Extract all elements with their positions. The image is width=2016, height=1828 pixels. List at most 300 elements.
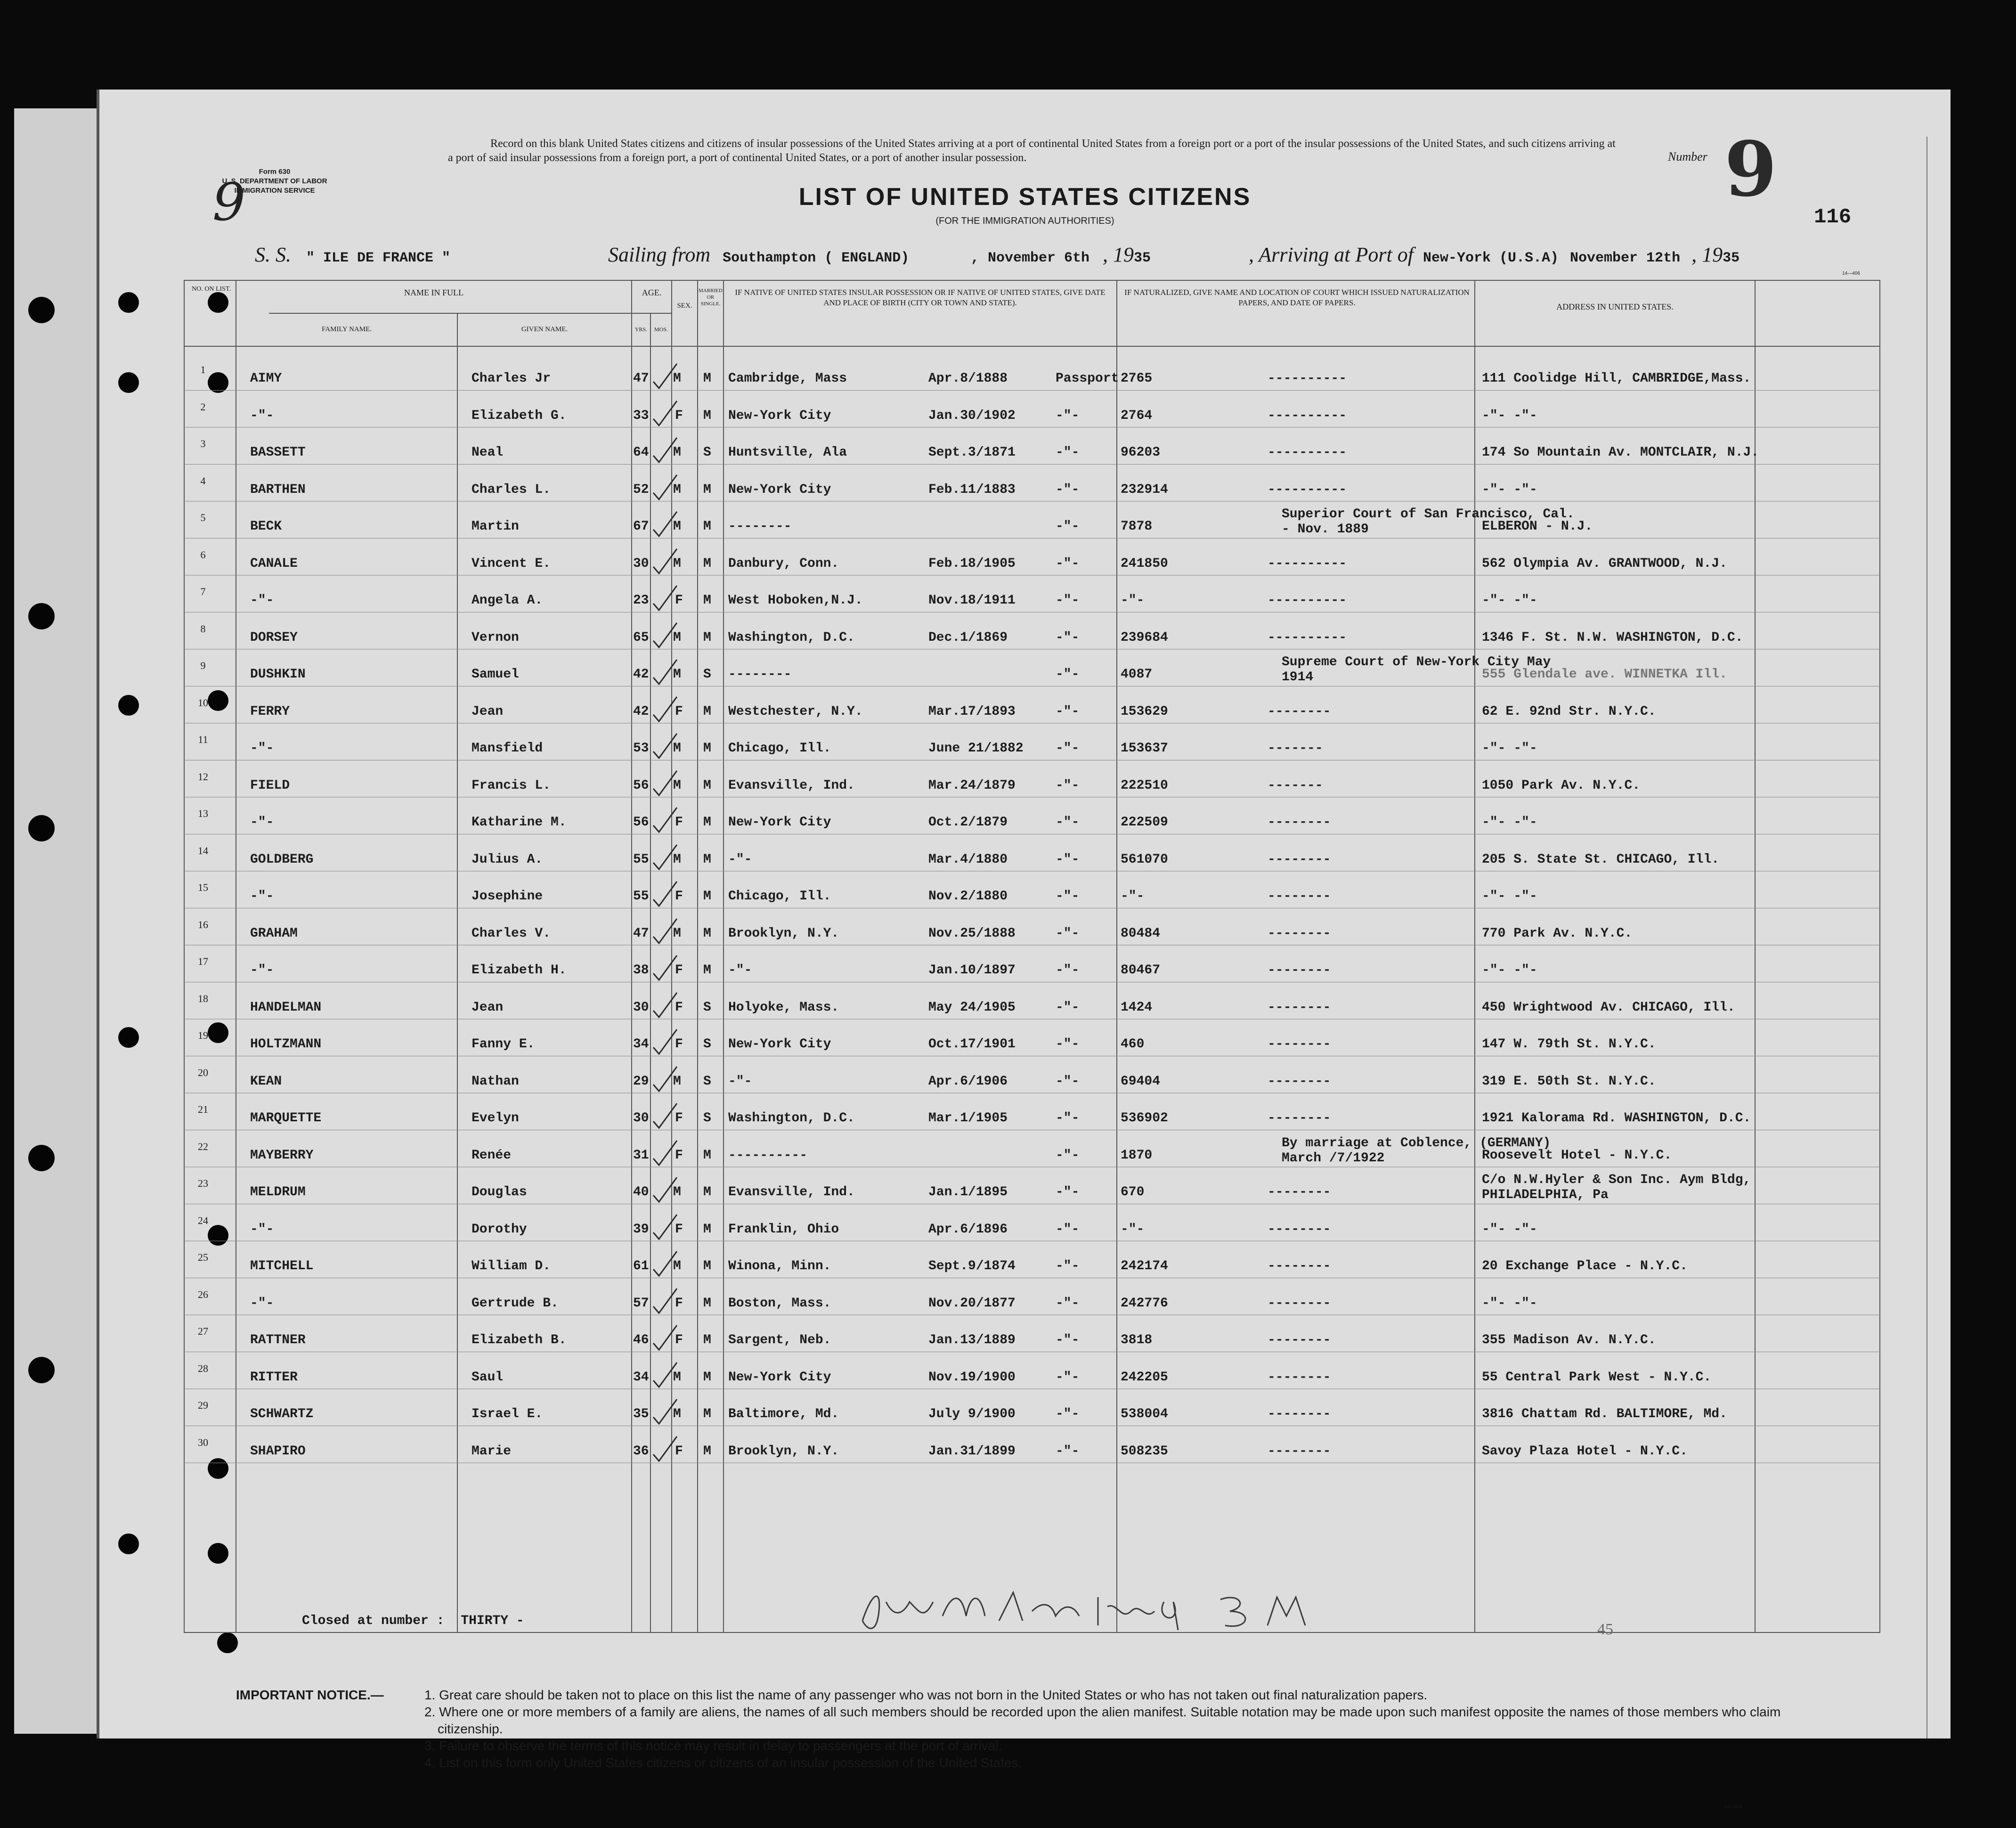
cell-no: 15 <box>198 881 208 893</box>
cell-court: -------- <box>1268 1074 1331 1089</box>
cell-birth-place: -------- <box>728 519 792 534</box>
cell-passport: -"- <box>1056 889 1080 904</box>
cell-address: -"- -"- <box>1482 815 1537 830</box>
cell-naturalization-number: 3818 <box>1121 1333 1153 1347</box>
cell-court: Superior Court of San Francisco, Cal. - Nov. 1889 <box>1282 507 1575 537</box>
table-row <box>99 1019 1951 1056</box>
page-title: LIST OF UNITED STATES CITIZENS <box>798 183 1252 211</box>
cell-naturalization-number: 242205 <box>1121 1370 1168 1385</box>
table-row <box>99 353 1951 390</box>
cell-passport: -"- <box>1056 1074 1080 1089</box>
cell-given-name: Samuel <box>471 667 519 682</box>
cell-given-name: Douglas <box>471 1185 527 1200</box>
cell-birth-place: New-York City <box>728 1037 831 1052</box>
cell-age-years: 40 <box>633 1185 649 1200</box>
table-row <box>99 1315 1951 1352</box>
cell-passport: -"- <box>1056 926 1080 941</box>
table-row <box>99 1426 1951 1463</box>
cell-birth-date: Mar.24/1879 <box>928 778 1016 793</box>
ship-name: " ILE DE FRANCE " <box>306 250 451 266</box>
table-row <box>99 982 1951 1019</box>
cell-age-years: 64 <box>633 445 649 460</box>
cell-court: -------- <box>1268 852 1331 867</box>
cell-court: ---------- <box>1268 593 1347 608</box>
cell-marital-status: M <box>703 889 711 904</box>
ship-label: S. S. <box>255 243 291 266</box>
cell-naturalization-number: -"- <box>1121 889 1145 904</box>
cell-court: -------- <box>1268 1000 1331 1015</box>
cell-marital-status: M <box>703 815 711 830</box>
check-mark <box>650 843 680 871</box>
cell-birth-date: Nov.18/1911 <box>928 593 1016 608</box>
cell-passport: -"- <box>1056 667 1080 682</box>
cell-naturalization-number: 561070 <box>1121 852 1168 867</box>
cell-no: 8 <box>200 622 206 635</box>
cell-marital-status: M <box>703 1296 711 1311</box>
cell-given-name: Saul <box>471 1370 504 1385</box>
cell-sex: F <box>675 704 683 719</box>
table-row <box>99 427 1951 464</box>
list-number: 9 <box>1724 125 1777 213</box>
table-row <box>99 871 1951 908</box>
cell-birth-place: Evansville, Ind. <box>728 1185 855 1200</box>
cell-address: -"- -"- <box>1482 1222 1537 1237</box>
cell-birth-place: ---------- <box>728 1148 808 1163</box>
cell-marital-status: M <box>703 778 711 793</box>
cell-given-name: Josephine <box>471 889 543 904</box>
cell-family-name: BECK <box>250 519 282 534</box>
cell-family-name: CANALE <box>250 556 298 571</box>
cell-given-name: Renée <box>471 1148 512 1163</box>
cell-birth-place: New-York City <box>728 482 831 497</box>
cell-birth-date: Nov.2/1880 <box>928 889 1008 904</box>
cell-sex: M <box>673 1407 681 1421</box>
arriving-year-prefix: , 19 <box>1691 243 1723 266</box>
cell-age-years: 65 <box>633 630 649 645</box>
cell-given-name: Katharine M. <box>471 815 567 830</box>
notice-item-4: 4. List on this form only United States citizens or citizens of an insular possession of the United States. <box>424 1755 1022 1770</box>
binder-hole <box>28 1145 55 1171</box>
cell-marital-status: S <box>703 667 711 682</box>
cell-marital-status: M <box>703 593 711 608</box>
cell-birth-place: Chicago, Ill. <box>728 889 831 904</box>
col-header-given-name: GIVEN NAME. <box>521 326 568 333</box>
cell-age-years: 61 <box>633 1259 649 1273</box>
col-header-name-in-full: NAME IN FULL <box>404 288 463 297</box>
cell-sex: M <box>673 1370 681 1385</box>
cell-naturalization-number: 536902 <box>1121 1111 1168 1126</box>
cell-age-years: 67 <box>633 519 649 534</box>
check-mark <box>650 1028 680 1056</box>
cell-given-name: Vernon <box>471 630 519 645</box>
cell-age-years: 31 <box>633 1148 649 1163</box>
cell-sex: M <box>673 371 681 386</box>
cell-address: 450 Wrightwood Av. CHICAGO, Ill. <box>1482 1000 1735 1015</box>
cell-birth-place: -------- <box>728 667 792 682</box>
cell-court: ------- <box>1268 741 1323 756</box>
cell-birth-place: Washington, D.C. <box>728 630 855 645</box>
cell-marital-status: M <box>703 926 711 941</box>
cell-family-name: -"- <box>250 408 274 423</box>
arriving-date: November 12th <box>1570 250 1681 266</box>
cell-no: 17 <box>198 955 208 967</box>
col-header-birth: IF NATIVE OF UNITED STATES INSULAR POSSESSION OR IF NATIVE OF UNITED STATES, GIVE DATE AND PLACE OF BIRTH (CITY OR TOWN AND STATE). <box>735 288 1106 307</box>
cell-naturalization-number: 96203 <box>1121 445 1161 460</box>
table-row <box>99 1278 1951 1315</box>
cell-given-name: Elizabeth G. <box>471 408 567 423</box>
page-number: 116 <box>1814 205 1852 229</box>
cell-marital-status: S <box>703 1111 711 1126</box>
cell-no: 16 <box>198 918 208 930</box>
cell-passport: -"- <box>1056 1000 1080 1015</box>
cell-naturalization-number: 80467 <box>1121 963 1161 978</box>
cell-birth-date: Nov.25/1888 <box>928 926 1016 941</box>
cell-marital-status: M <box>703 371 711 386</box>
cell-birth-date: Mar.1/1905 <box>928 1111 1008 1126</box>
cell-given-name: Gertrude B. <box>471 1296 559 1311</box>
cell-birth-date: Dec.1/1869 <box>928 630 1008 645</box>
cell-given-name: Jean <box>471 704 504 719</box>
closed-value: THIRTY - <box>461 1614 524 1628</box>
cell-no: 4 <box>200 474 206 487</box>
cell-family-name: -"- <box>250 593 274 608</box>
cell-age-years: 42 <box>633 704 649 719</box>
form-number: Form 630 <box>259 168 291 176</box>
check-mark <box>650 1323 680 1352</box>
cell-birth-place: -"- <box>728 963 752 978</box>
arriving-label: , Arriving at Port of <box>1249 243 1414 266</box>
cell-passport: -"- <box>1056 1037 1080 1052</box>
cell-age-years: 53 <box>633 741 649 756</box>
table-row <box>99 1389 1951 1426</box>
cell-birth-place: West Hoboken,N.J. <box>728 593 863 608</box>
cell-age-years: 30 <box>633 556 649 571</box>
check-mark <box>650 1361 680 1389</box>
cell-no: 2 <box>200 400 206 413</box>
check-mark <box>650 399 680 427</box>
cell-no: 26 <box>198 1288 208 1300</box>
cell-birth-place: Franklin, Ohio <box>728 1222 839 1237</box>
col-header-mos: MOS. <box>654 326 668 333</box>
sailing-label: Sailing from <box>608 243 711 266</box>
cell-family-name: -"- <box>250 889 274 904</box>
cell-naturalization-number: 460 <box>1121 1037 1145 1052</box>
cell-naturalization-number: 232914 <box>1121 482 1168 497</box>
cell-sex: M <box>673 926 681 941</box>
cell-birth-date: Oct.17/1901 <box>928 1037 1016 1052</box>
cell-sex: F <box>675 1000 683 1015</box>
cell-sex: F <box>675 1037 683 1052</box>
cell-sex: F <box>675 889 683 904</box>
cell-given-name: Fanny E. <box>471 1037 535 1052</box>
cell-address: -"- -"- <box>1482 482 1537 497</box>
cell-given-name: Francis L. <box>471 778 551 793</box>
cell-no: 1 <box>200 364 206 375</box>
cell-birth-date: Sept.9/1874 <box>928 1259 1016 1273</box>
cell-age-years: 57 <box>633 1296 649 1311</box>
check-mark <box>650 621 680 649</box>
check-mark <box>650 362 680 390</box>
cell-age-years: 23 <box>633 593 649 608</box>
sailing-year-prefix: , 19 <box>1103 243 1134 266</box>
cell-passport: -"- <box>1056 1259 1080 1273</box>
cell-passport: -"- <box>1056 1333 1080 1347</box>
cell-birth-date: July 9/1900 <box>928 1407 1016 1421</box>
cell-naturalization-number: 222510 <box>1121 778 1168 793</box>
check-mark <box>650 1175 680 1204</box>
check-mark <box>650 584 680 612</box>
col-header-no: NO. ON LIST. <box>192 286 231 293</box>
cell-family-name: HOLTZMANN <box>250 1037 322 1052</box>
table-row <box>99 501 1951 538</box>
cell-passport: -"- <box>1056 1296 1080 1311</box>
check-mark <box>650 1065 680 1093</box>
check-mark <box>650 954 680 982</box>
cell-marital-status: M <box>703 630 711 645</box>
cell-passport: -"- <box>1056 1370 1080 1385</box>
cell-family-name: MARQUETTE <box>250 1111 322 1126</box>
closed-label: Closed at number : <box>302 1614 445 1628</box>
cell-naturalization-number: 670 <box>1121 1185 1145 1200</box>
cell-given-name: Mansfield <box>471 741 543 756</box>
cell-sex: F <box>675 1148 683 1163</box>
cell-birth-date: Jan.10/1897 <box>928 963 1016 978</box>
check-mark <box>650 991 680 1019</box>
number-label: Number <box>1668 150 1707 163</box>
check-mark <box>650 917 680 945</box>
cell-naturalization-number: 153637 <box>1121 741 1168 756</box>
handwritten-mark: 9 <box>212 172 245 232</box>
cell-sex: M <box>673 556 681 571</box>
cell-family-name: FERRY <box>250 704 290 719</box>
cell-given-name: Israel E. <box>471 1407 543 1421</box>
cell-no: 18 <box>198 992 208 1004</box>
cell-birth-place: Boston, Mass. <box>728 1296 831 1311</box>
cell-naturalization-number: 1870 <box>1121 1148 1153 1163</box>
cell-address: ELBERON - N.J. <box>1482 519 1593 534</box>
cell-naturalization-number: 239684 <box>1121 630 1168 645</box>
cell-naturalization-number: 242174 <box>1121 1259 1168 1273</box>
cell-birth-date: Jan.30/1902 <box>928 408 1016 423</box>
cell-birth-place: New-York City <box>728 815 831 830</box>
cell-birth-place: Westchester, N.Y. <box>728 704 863 719</box>
cell-marital-status: M <box>703 1407 711 1421</box>
cell-address: Roosevelt Hotel - N.Y.C. <box>1482 1148 1672 1163</box>
arriving-year: 35 <box>1723 250 1740 266</box>
cell-passport: -"- <box>1056 1222 1080 1237</box>
cell-address: -"- -"- <box>1482 963 1537 978</box>
cell-address: 3816 Chattam Rd. BALTIMORE, Md. <box>1482 1407 1727 1421</box>
cell-court: -------- <box>1268 815 1331 830</box>
cell-sex: M <box>673 778 681 793</box>
cell-family-name: GRAHAM <box>250 926 298 941</box>
cell-naturalization-number: 2764 <box>1121 408 1153 423</box>
col-header-yrs: YRS. <box>634 326 648 333</box>
cell-family-name: FIELD <box>250 778 290 793</box>
cell-marital-status: S <box>703 1074 711 1089</box>
cell-given-name: Charles Jr <box>471 371 551 386</box>
cell-passport: -"- <box>1056 1111 1080 1126</box>
cell-birth-place: Sargent, Neb. <box>728 1333 831 1347</box>
col-header-address: ADDRESS IN UNITED STATES. <box>1556 302 1674 311</box>
cell-no: 10 <box>198 696 208 709</box>
cell-family-name: MAYBERRY <box>250 1148 314 1163</box>
cell-marital-status: M <box>703 1370 711 1385</box>
cell-passport: -"- <box>1056 519 1080 534</box>
cell-naturalization-number: 153629 <box>1121 704 1168 719</box>
cell-naturalization-number: -"- <box>1121 593 1145 608</box>
manifest-sheet <box>97 90 1951 1810</box>
cell-court: -------- <box>1268 926 1331 941</box>
form-code-bottom: 14—406 <box>1724 1804 1742 1810</box>
cell-naturalization-number: 69404 <box>1121 1074 1161 1089</box>
cell-no: 19 <box>198 1029 208 1041</box>
cell-marital-status: M <box>703 1222 711 1237</box>
arriving-port: New-York (U.S.A) <box>1423 250 1559 266</box>
check-mark <box>650 510 680 538</box>
cell-address: 1346 F. St. N.W. WASHINGTON, D.C. <box>1482 630 1743 645</box>
cell-age-years: 35 <box>633 1407 649 1421</box>
cell-age-years: 55 <box>633 889 649 904</box>
cell-passport: -"- <box>1056 482 1080 497</box>
check-mark <box>650 1249 680 1278</box>
cell-court: By marriage at Coblence, (GERMANY) March /7/1922 <box>1282 1135 1551 1166</box>
cell-family-name: MITCHELL <box>250 1259 314 1273</box>
cell-birth-place: Washington, D.C. <box>728 1111 855 1126</box>
cell-court: ---------- <box>1268 445 1347 460</box>
binder-hole <box>28 815 55 841</box>
check-mark <box>650 769 680 797</box>
stamp-number: 45 <box>1597 1621 1613 1638</box>
cell-address: 1050 Park Av. N.Y.C. <box>1482 778 1641 793</box>
cell-age-years: 46 <box>633 1333 649 1347</box>
notice-heading: IMPORTANT NOTICE.— <box>236 1688 384 1702</box>
cell-address: 562 Olympia Av. GRANTWOOD, N.J. <box>1482 556 1727 571</box>
cell-no: 30 <box>198 1436 208 1448</box>
cell-address: 1921 Kalorama Rd. WASHINGTON, D.C. <box>1482 1111 1751 1126</box>
notice-items <box>424 1687 1837 1771</box>
cell-passport: Passport <box>1056 371 1119 386</box>
cell-marital-status: M <box>703 408 711 423</box>
sailing-date: , November 6th <box>971 250 1090 266</box>
cell-sex: F <box>675 963 683 978</box>
table-row <box>99 539 1951 575</box>
cell-marital-status: M <box>703 1444 711 1459</box>
cell-sex: F <box>675 408 683 423</box>
cell-birth-date: Apr.6/1896 <box>928 1222 1008 1237</box>
table-row <box>99 391 1951 427</box>
cell-no: 29 <box>198 1399 208 1411</box>
cell-passport: -"- <box>1056 593 1080 608</box>
service: IMMIGRATION SERVICE <box>234 187 315 195</box>
cell-family-name: SCHWARTZ <box>250 1407 314 1421</box>
cell-court: -------- <box>1268 1444 1331 1459</box>
cell-naturalization-number: 80484 <box>1121 926 1161 941</box>
cell-age-years: 52 <box>633 482 649 497</box>
cell-marital-status: M <box>703 704 711 719</box>
cell-court: -------- <box>1268 1037 1331 1052</box>
col-header-sex: SEX. <box>677 302 692 310</box>
cell-no: 25 <box>198 1251 208 1263</box>
cell-marital-status: M <box>703 1259 711 1273</box>
check-mark <box>650 1397 680 1426</box>
cell-no: 28 <box>198 1362 208 1374</box>
cell-birth-place: New-York City <box>728 1370 831 1385</box>
table-row <box>99 465 1951 501</box>
notice-item-3: 3. Failure to observe the terms of this notice may result in delay to passengers at the port of arrival. <box>424 1738 1002 1753</box>
cell-sex: M <box>673 852 681 867</box>
cell-sex: M <box>673 630 681 645</box>
cell-birth-date: Jan.1/1895 <box>928 1185 1008 1200</box>
cell-given-name: Jean <box>471 1000 504 1015</box>
check-mark <box>650 732 680 760</box>
cell-marital-status: S <box>703 1000 711 1015</box>
cell-age-years: 30 <box>633 1111 649 1126</box>
table-row <box>99 1093 1951 1130</box>
cell-sex: M <box>673 667 681 682</box>
cell-given-name: Elizabeth H. <box>471 963 567 978</box>
cell-birth-place: -"- <box>728 1074 752 1089</box>
cell-passport: -"- <box>1056 778 1080 793</box>
cell-birth-date: Jan.13/1889 <box>928 1333 1016 1347</box>
inspector-signature <box>853 1583 1324 1635</box>
cell-birth-place: Brooklyn, N.Y. <box>728 1444 839 1459</box>
cell-given-name: Dorothy <box>471 1222 527 1237</box>
cell-passport: -"- <box>1056 963 1080 978</box>
notice-item-2: 2. Where one or more members of a family are aliens, the names of all such members should be recorded upon the alien manifest. Suitable notation may be made upon such manifest opposite the names of those members who claim citizenship. <box>424 1705 1781 1736</box>
cell-address: 770 Park Av. N.Y.C. <box>1482 926 1633 941</box>
cell-no: 11 <box>198 734 208 745</box>
cell-court: -------- <box>1268 1185 1331 1200</box>
cell-sex: F <box>675 1222 683 1237</box>
col-header-married: MARRIED OR SINGLE. <box>699 288 723 307</box>
cell-birth-date: May 24/1905 <box>928 1000 1016 1015</box>
check-mark <box>650 695 680 723</box>
cell-marital-status: M <box>703 519 711 534</box>
cell-birth-place: Baltimore, Md. <box>728 1407 839 1421</box>
cell-sex: F <box>675 1333 683 1347</box>
cell-sex: M <box>673 482 681 497</box>
cell-sex: M <box>673 1074 681 1089</box>
cell-family-name: -"- <box>250 1296 274 1311</box>
cell-birth-place: Winona, Minn. <box>728 1259 831 1273</box>
cell-marital-status: M <box>703 963 711 978</box>
cell-family-name: MELDRUM <box>250 1185 306 1200</box>
cell-sex: F <box>675 1111 683 1126</box>
table-row <box>99 1056 1951 1093</box>
cell-birth-date: Jan.31/1899 <box>928 1444 1016 1459</box>
cell-birth-date: Nov.19/1900 <box>928 1370 1016 1385</box>
sailing-year: 35 <box>1134 250 1151 266</box>
cell-court: ---------- <box>1268 630 1347 645</box>
cell-no: 13 <box>198 808 208 819</box>
cell-address: 62 E. 92nd Str. N.Y.C. <box>1482 704 1656 719</box>
cell-age-years: 56 <box>633 815 649 830</box>
cell-address: -"- -"- <box>1482 889 1537 904</box>
table-row <box>99 575 1951 612</box>
cell-no: 21 <box>198 1103 208 1115</box>
cell-birth-date: Mar.4/1880 <box>928 852 1008 867</box>
cell-age-years: 33 <box>633 408 649 423</box>
binder-hole <box>28 1357 55 1383</box>
cell-address: 20 Exchange Place - N.Y.C. <box>1482 1259 1688 1273</box>
cell-birth-date: Sept.3/1871 <box>928 445 1016 460</box>
cell-given-name: Charles L. <box>471 482 551 497</box>
cell-passport: -"- <box>1056 704 1080 719</box>
cell-birth-place: Evansville, Ind. <box>728 778 855 793</box>
cell-naturalization-number: 1424 <box>1121 1000 1153 1015</box>
cell-birth-place: Chicago, Ill. <box>728 741 831 756</box>
